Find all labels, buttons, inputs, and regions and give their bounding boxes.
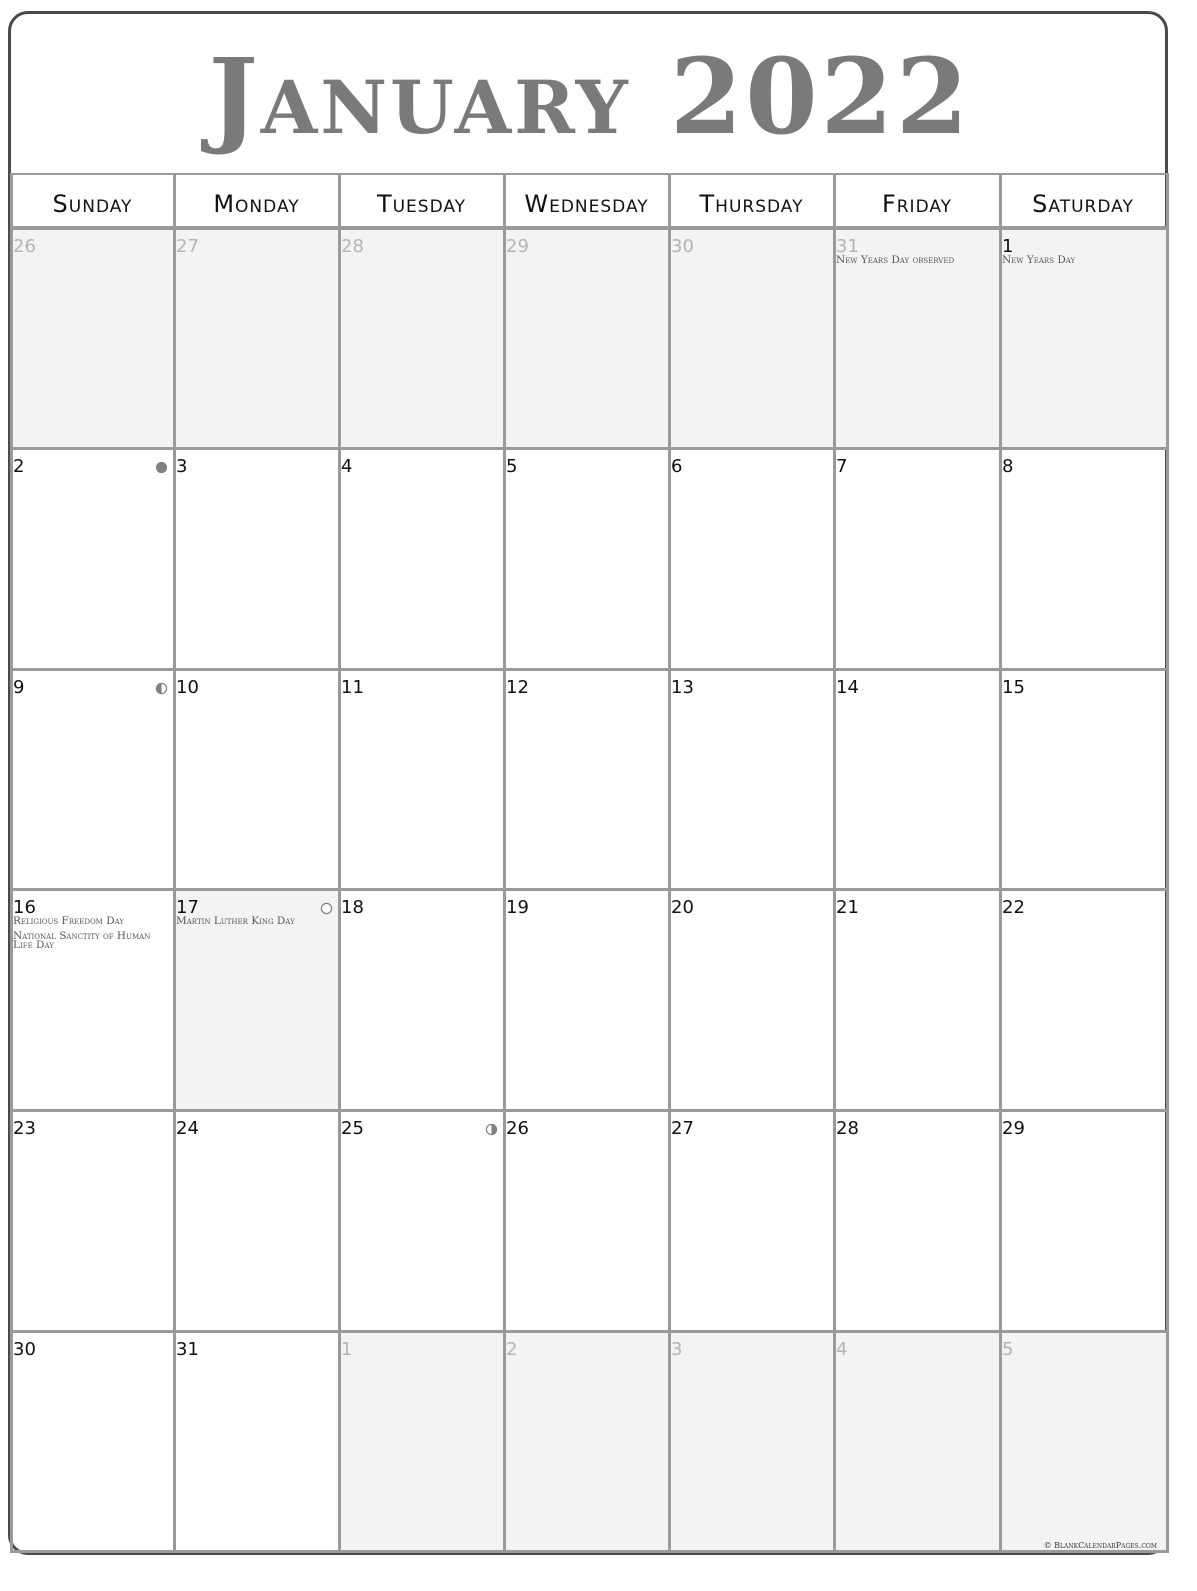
day-number: 6 <box>671 456 683 477</box>
first-quarter-moon-icon <box>155 682 168 695</box>
day-number: 31 <box>176 1339 199 1360</box>
day-number: 20 <box>671 897 694 918</box>
day-number: 29 <box>506 236 529 257</box>
full-moon-icon <box>320 902 333 915</box>
day-number: 3 <box>176 456 188 477</box>
grid-line <box>11 1109 1168 1112</box>
day-cell[interactable] <box>1000 1331 1166 1551</box>
weekday-header-thursday: Thursday <box>669 173 834 228</box>
day-number: 22 <box>1002 897 1025 918</box>
day-cell[interactable] <box>669 669 834 889</box>
day-cell[interactable] <box>339 228 504 448</box>
day-number: 13 <box>671 677 694 698</box>
day-cell[interactable] <box>504 1110 669 1331</box>
day-number: 26 <box>506 1118 529 1139</box>
day-number: 5 <box>1002 1339 1014 1360</box>
day-number: 25 <box>341 1118 364 1139</box>
day-cell[interactable] <box>339 448 504 669</box>
day-cell[interactable] <box>669 1331 834 1551</box>
day-cell[interactable] <box>174 448 339 669</box>
day-number: 31 <box>836 236 859 257</box>
day-number: 12 <box>506 677 529 698</box>
last-quarter-moon-icon <box>485 1123 498 1136</box>
day-number: 1 <box>341 1339 353 1360</box>
day-cell[interactable] <box>174 1110 339 1331</box>
day-cell[interactable] <box>11 448 174 669</box>
grid-line <box>1166 173 1169 1553</box>
day-cell[interactable] <box>339 669 504 889</box>
day-number: 26 <box>13 236 36 257</box>
grid-line <box>11 1330 1168 1333</box>
day-number: 15 <box>1002 677 1025 698</box>
day-cell[interactable] <box>339 1331 504 1551</box>
day-cell[interactable] <box>504 228 669 448</box>
day-number: 5 <box>506 456 518 477</box>
day-cell[interactable] <box>174 1331 339 1551</box>
weekday-header-wednesday: Wednesday <box>504 173 669 228</box>
grid-line <box>11 227 1168 230</box>
day-cell[interactable] <box>174 669 339 889</box>
day-cell[interactable] <box>11 669 174 889</box>
day-number: 19 <box>506 897 529 918</box>
day-number: 29 <box>1002 1118 1025 1139</box>
day-cell[interactable] <box>834 889 1000 1110</box>
day-cell[interactable] <box>11 1110 174 1331</box>
day-number: 30 <box>13 1339 36 1360</box>
day-number: 4 <box>836 1339 848 1360</box>
day-number: 4 <box>341 456 353 477</box>
day-cell[interactable] <box>669 228 834 448</box>
day-cell[interactable] <box>669 889 834 1110</box>
day-number: 23 <box>13 1118 36 1139</box>
day-number: 24 <box>176 1118 199 1139</box>
day-cell[interactable] <box>1000 889 1166 1110</box>
day-cell[interactable] <box>1000 669 1166 889</box>
day-number: 14 <box>836 677 859 698</box>
day-cell[interactable] <box>669 1110 834 1331</box>
day-number: 11 <box>341 677 364 698</box>
day-number: 2 <box>13 456 25 477</box>
day-cell[interactable] <box>834 669 1000 889</box>
grid-line <box>668 173 671 1553</box>
weekday-header-friday: Friday <box>834 173 1000 228</box>
day-number: 1 <box>1002 236 1014 257</box>
holiday-label: New Years Day observed <box>836 254 955 266</box>
weekday-header-sunday: Sunday <box>11 173 174 228</box>
day-number: 8 <box>1002 456 1014 477</box>
grid-line <box>833 173 836 1553</box>
grid-line <box>11 888 1168 891</box>
grid-line <box>11 447 1168 450</box>
day-number: 18 <box>341 897 364 918</box>
day-number: 27 <box>671 1118 694 1139</box>
day-cell[interactable] <box>834 1110 1000 1331</box>
day-cell[interactable] <box>834 228 1000 448</box>
weekday-header-monday: Monday <box>174 173 339 228</box>
day-number: 2 <box>506 1339 518 1360</box>
day-cell[interactable] <box>834 1331 1000 1551</box>
day-cell[interactable] <box>11 889 174 1110</box>
holiday-label: National Sanctity of Human Life Day <box>13 930 151 951</box>
day-cell[interactable] <box>504 669 669 889</box>
copyright-footer: © BlankCalendarPages.com <box>1043 1541 1157 1550</box>
day-cell[interactable] <box>504 448 669 669</box>
day-cell[interactable] <box>1000 228 1166 448</box>
day-cell[interactable] <box>834 448 1000 669</box>
day-number: 9 <box>13 677 25 698</box>
grid-line <box>11 668 1168 671</box>
grid-line <box>503 173 506 1553</box>
page-title: January 2022 <box>208 35 972 158</box>
day-number: 30 <box>671 236 694 257</box>
grid-line <box>999 173 1002 1553</box>
day-number: 10 <box>176 677 199 698</box>
holiday-label: Martin Luther King Day <box>176 915 295 927</box>
day-number: 7 <box>836 456 848 477</box>
grid-line <box>173 173 176 1553</box>
new-moon-icon <box>155 461 168 474</box>
day-cell[interactable] <box>174 889 339 1110</box>
day-cell[interactable] <box>339 1110 504 1331</box>
calendar-grid <box>11 173 1168 1553</box>
grid-line <box>10 173 13 1553</box>
day-cell[interactable] <box>11 228 174 448</box>
holiday-label: Religious Freedom Day <box>13 915 125 927</box>
day-number: 27 <box>176 236 199 257</box>
day-cell[interactable] <box>1000 448 1166 669</box>
day-cell[interactable] <box>174 228 339 448</box>
day-cell[interactable] <box>11 1331 174 1551</box>
day-cell[interactable] <box>669 448 834 669</box>
weekday-header-saturday: Saturday <box>1000 173 1166 228</box>
day-cell[interactable] <box>1000 1110 1166 1331</box>
day-number: 21 <box>836 897 859 918</box>
grid-line <box>338 173 341 1553</box>
day-cell[interactable] <box>504 1331 669 1551</box>
day-number: 17 <box>176 897 199 918</box>
weekday-header-tuesday: Tuesday <box>339 173 504 228</box>
day-cell[interactable] <box>504 889 669 1110</box>
day-number: 3 <box>671 1339 683 1360</box>
holiday-label: New Years Day <box>1002 254 1076 266</box>
day-number: 16 <box>13 897 36 918</box>
day-number: 28 <box>836 1118 859 1139</box>
day-cell[interactable] <box>339 889 504 1110</box>
day-number: 28 <box>341 236 364 257</box>
grid-line <box>11 1550 1168 1553</box>
